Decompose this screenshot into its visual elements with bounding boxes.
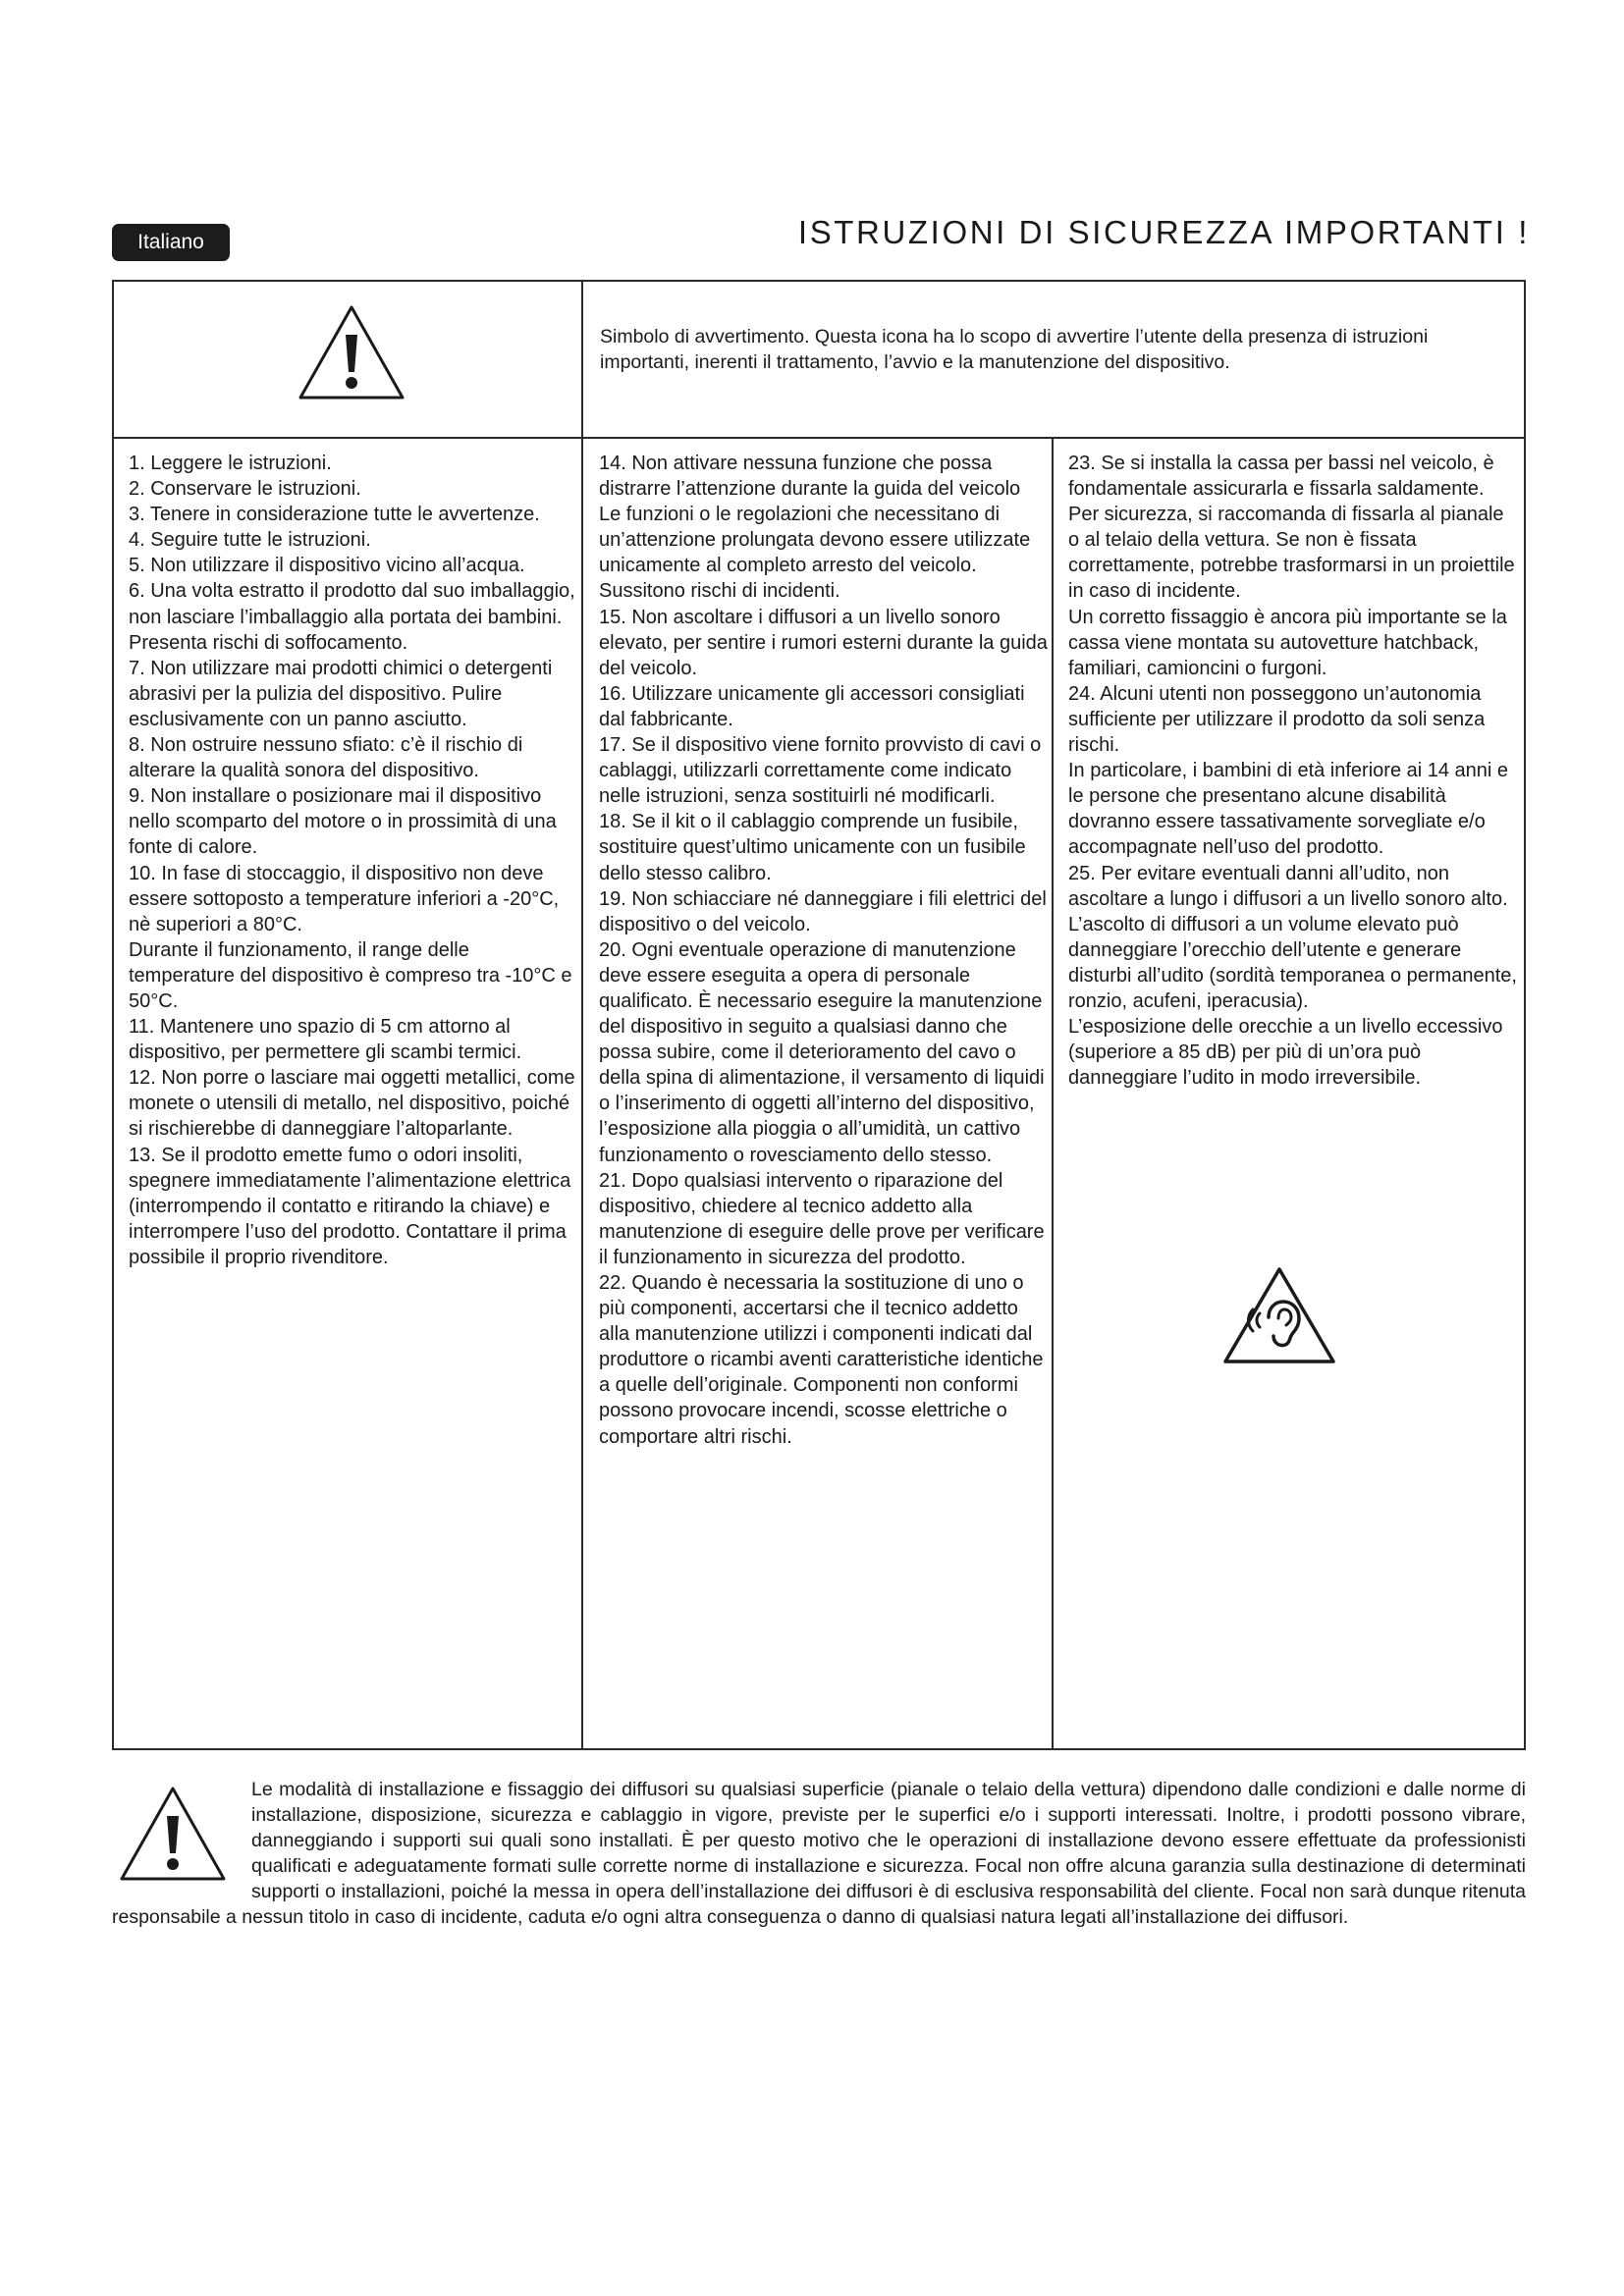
instruction-item: In particolare, i bambini di età inferiore ai 14 anni e le persone che presentano alcune disabilità dovranno essere tassativamente sorvegliate e/o accompagnate nell’uso del prodotto. (1068, 760, 1509, 859)
instruction-item: 11. Mantenere uno spazio di 5 cm attorno al dispositivo, per permettere gli scambi termici. (129, 1016, 522, 1064)
instruction-item: 16. Utilizzare unicamente gli accessori consigliati dal fabbricante. (599, 682, 1025, 730)
instruction-item: 20. Ogni eventuale operazione di manutenzione deve essere eseguita a opera di personale qualificato. È necessario eseguire la manutenzione del dispositivo in seguito a qualsiasi danno che possa subire, come il deterioramento del cavo o della spina di alimentazione, il versamento di liquidi o l’inserimento di oggetti all’interno del dispositivo, l’esposizione alla pioggia o all’umidità, un cattivo funzionamento o rovesciamento dello stesso. (599, 938, 1045, 1166)
instruction-item: 21. Dopo qualsiasi intervento o riparazione del dispositivo, chiedere al tecnico addetto alla manutenzione di eseguire delle prove per verificare il funzionamento in sicurezza del prodotto. (599, 1169, 1045, 1268)
warning-triangle-icon (297, 303, 406, 401)
instruction-item: 14. Non attivare nessuna funzione che possa distrarre l’attenzione durante la guida del veicolo (599, 453, 1021, 501)
instruction-item: 23. Se si installa la cassa per bassi nel veicolo, è fondamentale assicurarla e fissarla saldamente. Per sicurezza, si raccomanda di fissarla al pianale o al telaio della vettura. Se non è fissata correttamente, potrebbe trasformarsi in un proiettile in caso di incidente. (1068, 453, 1515, 603)
instruction-item: 8. Non ostruire nessuno sfiato: c’è il rischio di alterare la qualità sonora del dispositivo. (129, 734, 523, 782)
safety-table (112, 280, 1526, 1750)
instruction-item: 6. Una volta estratto il prodotto dal suo imballaggio, non lasciare l’imballaggio alla portata dei bambini. Presenta rischi di soffocamento. (129, 580, 575, 654)
instruction-item: 12. Non porre o lasciare mai oggetti metallici, come monete o utensili di metallo, nel dispositivo, poiché si rischierebbe di danneggiare l’altoparlante. (129, 1067, 575, 1141)
instruction-item: 3. Tenere in considerazione tutte le avvertenze. (129, 504, 540, 526)
hearing-warning-icon (1220, 1264, 1338, 1366)
page-title: ISTRUZIONI DI SICUREZZA IMPORTANTI ! (797, 214, 1530, 250)
divider-vertical-1 (581, 282, 583, 1748)
instruction-item: 13. Se il prodotto emette fumo o odori insoliti, spegnere immediatamente l’alimentazione elettrica (interrompendo il contatto e ritirando la chiave) e interrompere l’uso del prodotto. Contattare il prima possibile il proprio rivenditore. (129, 1144, 571, 1268)
installation-note-text: Le modalità di installazione e fissaggio dei diffusori su qualsiasi superficie (pianale o telaio della vettura) dipendono dalle condizioni e dalle norme di installazione, disposizione, sicurezza e cablaggio in vigore, previste per le superfici e/o i supporti interessati. Inoltre, i prodotti possono vibrare, danneggiando i supporti sui quali sono installati. È per questo motivo che le operazioni di installazione devono essere effettuate da professionisti qualificati e adeguatamente formati sulle corrette norme di installazione e sicurezza. Focal non offre alcuna garanzia sulla destinazione di determinati supporti o installazioni, poiché la messa in opera dell’installazione dei diffusori è di esclusiva responsabilità del cliente. Focal non sarà dunque ritenuta responsabile a nessun titolo in caso di incidente, caduta e/o ogni altra conseguenza o danno di qualsiasi natura legati all’installazione dei diffusori. (112, 1779, 1526, 1928)
instruction-item: 9. Non installare o posizionare mai il dispositivo nello scomparto del motore o in prossimità di una fonte di calore. (129, 785, 557, 859)
instruction-item: 1. Leggere le istruzioni. (129, 453, 332, 474)
instructions-column-1 (129, 451, 578, 1270)
instruction-item: Un corretto fissaggio è ancora più importante se la cassa viene montata su autovetture hatchback, familiari, camioncini o furgoni. (1068, 606, 1507, 679)
warning-symbol-cell (114, 282, 581, 439)
instruction-item: 5. Non utilizzare il dispositivo vicino all’acqua. (129, 555, 525, 577)
instruction-item: 2. Conservare le istruzioni. (129, 478, 361, 501)
instruction-item: Le funzioni o le regolazioni che necessitano di un’attenzione prolungata devono essere utilizzate unicamente al completo arresto del veicolo. Sussitono rischi di incidenti. (599, 504, 1031, 603)
language-badge: Italiano (112, 224, 230, 261)
instruction-item: 17. Se il dispositivo viene fornito provvisto di cavi o cablaggi, utilizzarli correttamente come indicato nelle istruzioni, senza sostituirli né modificarli. (599, 734, 1042, 808)
instruction-item: 10. In fase di stoccaggio, il dispositivo non deve essere sottoposto a temperature inferiori a -20°C, nè superiori a 80°C. (129, 862, 560, 935)
instruction-item: L’esposizione delle orecchie a un livello eccessivo (superiore a 85 dB) per più di un’ora può danneggiare l’udito in modo irreversibile. (1068, 1016, 1503, 1090)
instruction-item: 25. Per evitare eventuali danni all’udito, non ascoltare a lungo i diffusori a un livello sonoro alto. L’ascolto di diffusori a un volume elevato può danneggiare l’orecchio dell’utente e generare disturbi all’udito (sordità temporanea o permanente, ronzio, acufeni, iperacusia). (1068, 862, 1517, 1012)
instruction-item: 19. Non schiacciare né danneggiare i fili elettrici del dispositivo o del veicolo. (599, 887, 1047, 935)
instruction-item: 7. Non utilizzare mai prodotti chimici o detergenti abrasivi per la pulizia del dispositivo. Pulire esclusivamente con un panno asciutto. (129, 657, 553, 730)
instructions-column-2 (599, 451, 1053, 1450)
warning-symbol-description: Simbolo di avvertimento. Questa icona ha lo scopo di avvertire l’utente della presenza di istruzioni importanti, inerenti il trattamento, l’avvio e la manutenzione del dispositivo. (600, 326, 1429, 373)
installation-note (112, 1777, 1526, 1930)
instructions-column-3 (1068, 451, 1518, 1091)
instruction-item: 4. Seguire tutte le istruzioni. (129, 529, 371, 552)
instruction-item: 18. Se il kit o il cablaggio comprende un fusibile, sostituire quest’ultimo unicamente con un fusibile dello stesso calibro. (599, 811, 1026, 884)
instruction-item: 22. Quando è necessaria la sostituzione di uno o più componenti, accertarsi che il tecnico addetto alla manutenzione utilizzi i componenti indicati dal produttore o ricambi aventi caratteristiche identiche a quelle dell’originale. Componenti non conformi possono provocare incendi, scosse elettriche o comportare altri rischi. (599, 1272, 1044, 1448)
instruction-item: 24. Alcuni utenti non posseggono un’autonomia sufficiente per utilizzare il prodotto da soli senza rischi. (1068, 682, 1486, 757)
instruction-item: 15. Non ascoltare i diffusori a un livello sonoro elevato, per sentire i rumori esterni durante la guida del veicolo. (599, 606, 1048, 679)
instruction-item: Durante il funzionamento, il range delle temperature del dispositivo è compreso tra -10°C e 50°C. (129, 938, 572, 1012)
